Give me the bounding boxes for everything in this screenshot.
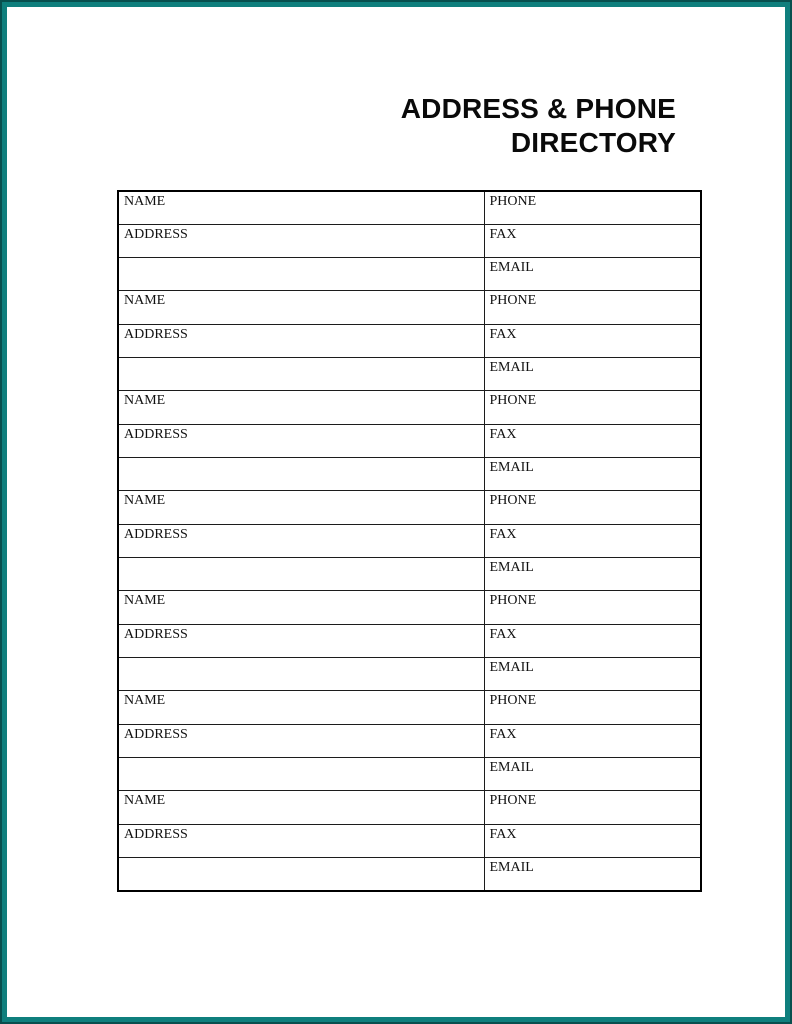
phone-label-cell: PHONE (484, 391, 701, 424)
fax-label-cell: FAX (484, 224, 701, 257)
table-row (118, 524, 701, 557)
table-row (118, 424, 701, 457)
empty-cell (118, 258, 484, 291)
name-label-cell: NAME (118, 791, 484, 824)
table-row (118, 291, 701, 324)
table-row (118, 691, 701, 724)
table-row (118, 591, 701, 624)
email-label-cell: EMAIL (484, 558, 701, 591)
table-row (118, 491, 701, 524)
address-label-cell: ADDRESS (118, 824, 484, 857)
email-label-cell: EMAIL (484, 258, 701, 291)
fax-label-cell: FAX (484, 724, 701, 757)
empty-cell (118, 858, 484, 891)
name-label-cell: NAME (118, 591, 484, 624)
empty-cell (118, 558, 484, 591)
table-row (118, 758, 701, 791)
name-label-cell: NAME (118, 391, 484, 424)
empty-cell (118, 358, 484, 391)
empty-cell (118, 458, 484, 491)
address-label-cell: ADDRESS (118, 624, 484, 657)
address-label-cell: ADDRESS (118, 424, 484, 457)
table-row (118, 258, 701, 291)
table-row (118, 358, 701, 391)
name-label-cell: NAME (118, 491, 484, 524)
table-row (118, 824, 701, 857)
phone-label-cell: PHONE (484, 591, 701, 624)
fax-label-cell: FAX (484, 624, 701, 657)
phone-label-cell: PHONE (484, 691, 701, 724)
name-label-cell: NAME (118, 291, 484, 324)
name-label-cell: NAME (118, 191, 484, 224)
title-line-1: ADDRESS & PHONE (400, 93, 676, 124)
phone-label-cell: PHONE (484, 491, 701, 524)
fax-label-cell: FAX (484, 324, 701, 357)
table-row (118, 658, 701, 691)
address-label-cell: ADDRESS (118, 524, 484, 557)
table-row (118, 724, 701, 757)
table-row (118, 624, 701, 657)
email-label-cell: EMAIL (484, 358, 701, 391)
fax-label-cell: FAX (484, 524, 701, 557)
table-row (118, 791, 701, 824)
table-row (118, 324, 701, 357)
fax-label-cell: FAX (484, 424, 701, 457)
fax-label-cell: FAX (484, 824, 701, 857)
email-label-cell: EMAIL (484, 858, 701, 891)
page-title (401, 92, 676, 160)
email-label-cell: EMAIL (484, 758, 701, 791)
directory-table-body (118, 191, 701, 891)
empty-cell (118, 758, 484, 791)
email-label-cell: EMAIL (484, 658, 701, 691)
table-row (118, 558, 701, 591)
name-label-cell: NAME (118, 691, 484, 724)
email-label-cell: EMAIL (484, 458, 701, 491)
table-row (118, 191, 701, 224)
table-row (118, 391, 701, 424)
address-label-cell: ADDRESS (118, 724, 484, 757)
address-label-cell: ADDRESS (118, 324, 484, 357)
phone-label-cell: PHONE (484, 291, 701, 324)
table-row (118, 858, 701, 891)
title-line-2: DIRECTORY (510, 127, 676, 158)
phone-label-cell: PHONE (484, 191, 701, 224)
phone-label-cell: PHONE (484, 791, 701, 824)
table-row (118, 458, 701, 491)
empty-cell (118, 658, 484, 691)
directory-table (117, 190, 702, 892)
address-label-cell: ADDRESS (118, 224, 484, 257)
table-row (118, 224, 701, 257)
